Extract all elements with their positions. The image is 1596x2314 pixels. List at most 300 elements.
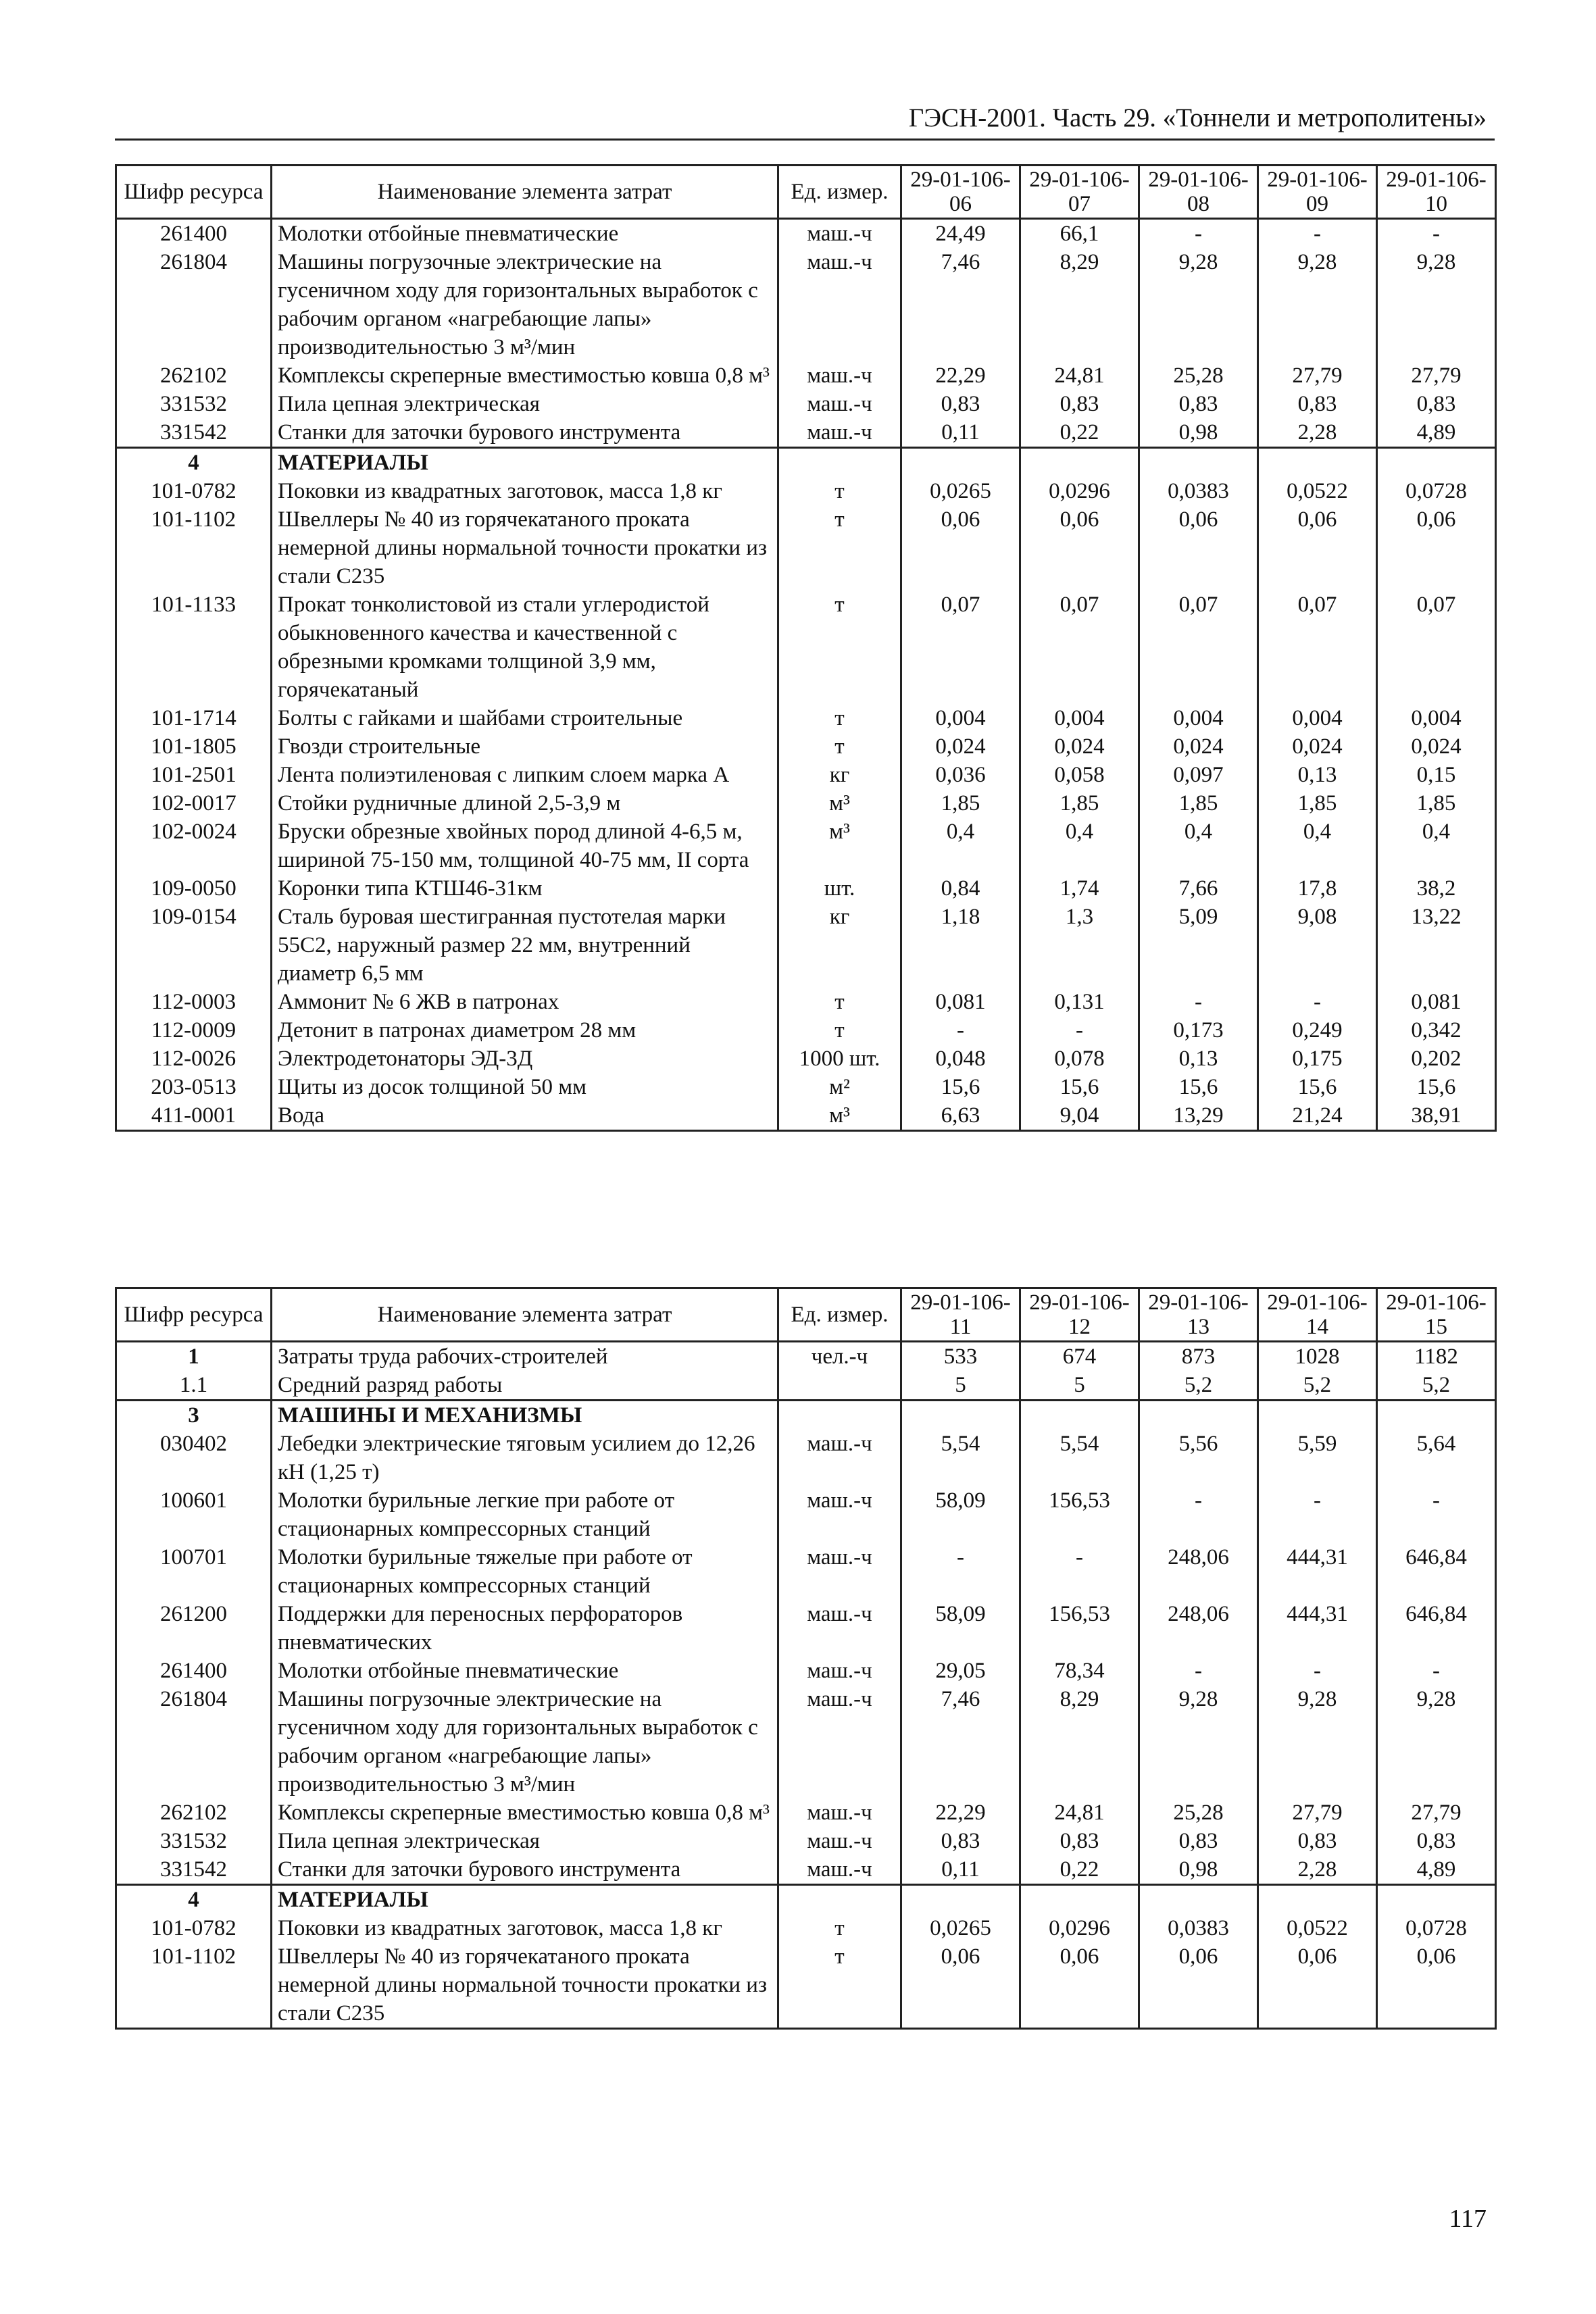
value-cell: 5,64 xyxy=(1377,1430,1496,1486)
value-cell: 15,6 xyxy=(901,1073,1020,1101)
value-cell: 0,0296 xyxy=(1020,1914,1139,1942)
value-cell: 1,85 xyxy=(1377,789,1496,818)
header-code: Шифр ресурса xyxy=(116,166,272,219)
value-cell: 1,18 xyxy=(901,903,1020,988)
resource-code-cell: 101-1805 xyxy=(116,732,272,761)
value-cell: 6,63 xyxy=(901,1101,1020,1131)
table-header-row xyxy=(116,1288,1496,1342)
unit-cell: маш.-ч xyxy=(778,1827,901,1855)
resource-name-cell: Молотки отбойные пневматические xyxy=(272,1657,778,1685)
value-cell: 1028 xyxy=(1258,1342,1377,1372)
resource-code-cell: 100601 xyxy=(116,1486,272,1543)
resource-code-cell: 3 xyxy=(116,1401,272,1430)
unit-cell: м³ xyxy=(778,789,901,818)
value-cell: - xyxy=(1020,1543,1139,1600)
resource-code-cell: 100701 xyxy=(116,1543,272,1600)
value-cell: 58,09 xyxy=(901,1486,1020,1543)
resource-name-cell: Лебедки электрические тяговым усилием до 12,26 кН (1,25 т) xyxy=(272,1430,778,1486)
resource-name-cell: Молотки бурильные тяжелые при работе от стационарных компрессорных станций xyxy=(272,1543,778,1600)
resource-name-cell: Вода xyxy=(272,1101,778,1131)
value-cell: 0,0265 xyxy=(901,1914,1020,1942)
value-cell: 0,98 xyxy=(1139,1855,1258,1885)
table-row xyxy=(116,1342,1496,1372)
unit-cell xyxy=(778,448,901,478)
resource-code-cell: 4 xyxy=(116,448,272,478)
value-cell: 58,09 xyxy=(901,1600,1020,1657)
resource-name-cell: Швеллеры № 40 из горячекатаного проката немерной длины нормальной точности прокатки из стали С235 xyxy=(272,505,778,590)
resource-code-cell: 101-1102 xyxy=(116,505,272,590)
page-number: 117 xyxy=(1449,2205,1487,2233)
value-cell: 0,83 xyxy=(1258,390,1377,418)
table-row xyxy=(116,704,1496,732)
table-header-row xyxy=(116,166,1496,219)
resource-name-cell: Машины погрузочные электрические на гусеничном ходу для горизонтальных выработок с рабочим органом «нагребающие лапы» производительностью 3 м³/мин xyxy=(272,248,778,361)
table-row xyxy=(116,903,1496,988)
value-cell: 8,29 xyxy=(1020,248,1139,361)
value-cell: 0,83 xyxy=(1020,1827,1139,1855)
value-cell: 0,0728 xyxy=(1377,477,1496,505)
value-cell: 0,004 xyxy=(901,704,1020,732)
unit-cell: шт. xyxy=(778,874,901,903)
resource-code-cell: 1 xyxy=(116,1342,272,1372)
value-cell: 646,84 xyxy=(1377,1600,1496,1657)
unit-cell: м³ xyxy=(778,1101,901,1131)
value-cell: 5,54 xyxy=(1020,1430,1139,1486)
value-cell: 0,024 xyxy=(901,732,1020,761)
value-cell: 0,4 xyxy=(1258,818,1377,874)
value-cell: 0,84 xyxy=(901,874,1020,903)
unit-cell: м² xyxy=(778,1073,901,1101)
value-cell: 22,29 xyxy=(901,361,1020,390)
value-cell: 9,04 xyxy=(1020,1101,1139,1131)
value-cell: 17,8 xyxy=(1258,874,1377,903)
header-col: 29-01-106-11 xyxy=(901,1288,1020,1342)
table-row xyxy=(116,818,1496,874)
header-unit: Ед. измер. xyxy=(778,166,901,219)
resource-table-2 xyxy=(115,1287,1497,2030)
value-cell: 0,22 xyxy=(1020,1855,1139,1885)
unit-cell: маш.-ч xyxy=(778,1430,901,1486)
value-cell: 0,024 xyxy=(1377,732,1496,761)
unit-cell: маш.-ч xyxy=(778,1600,901,1657)
value-cell: 0,036 xyxy=(901,761,1020,789)
resource-code-cell: 261200 xyxy=(116,1600,272,1657)
value-cell: 0,078 xyxy=(1020,1045,1139,1073)
table-row xyxy=(116,1685,1496,1799)
value-cell: 533 xyxy=(901,1342,1020,1372)
value-cell: 2,28 xyxy=(1258,1855,1377,1885)
resource-name-cell: Станки для заточки бурового инструмента xyxy=(272,1855,778,1885)
table-row xyxy=(116,874,1496,903)
unit-cell: т xyxy=(778,732,901,761)
table-row xyxy=(116,590,1496,704)
value-cell: 25,28 xyxy=(1139,1799,1258,1827)
unit-cell: т xyxy=(778,704,901,732)
resource-code-cell: 261804 xyxy=(116,248,272,361)
value-cell xyxy=(1377,1885,1496,1915)
value-cell: - xyxy=(1258,219,1377,249)
value-cell: 5,09 xyxy=(1139,903,1258,988)
value-cell: 27,79 xyxy=(1377,1799,1496,1827)
value-cell: 5,56 xyxy=(1139,1430,1258,1486)
value-cell: 0,06 xyxy=(1139,1942,1258,2029)
resource-name-cell: Поковки из квадратных заготовок, масса 1,8 кг xyxy=(272,1914,778,1942)
value-cell: 674 xyxy=(1020,1342,1139,1372)
value-cell: 0,024 xyxy=(1139,732,1258,761)
header-col: 29-01-106-13 xyxy=(1139,1288,1258,1342)
value-cell: 7,46 xyxy=(901,1685,1020,1799)
value-cell: 1,3 xyxy=(1020,903,1139,988)
resource-code-cell: 101-1714 xyxy=(116,704,272,732)
table-body xyxy=(116,1342,1496,2029)
value-cell: 7,66 xyxy=(1139,874,1258,903)
table-row xyxy=(116,361,1496,390)
value-cell: 646,84 xyxy=(1377,1543,1496,1600)
value-cell: 1,85 xyxy=(1020,789,1139,818)
value-cell: 0,4 xyxy=(1377,818,1496,874)
resource-code-cell: 102-0024 xyxy=(116,818,272,874)
resource-table-1 xyxy=(115,164,1497,1132)
section-row xyxy=(116,1885,1496,1915)
unit-cell: т xyxy=(778,505,901,590)
value-cell xyxy=(1258,1885,1377,1915)
value-cell xyxy=(1377,1401,1496,1430)
value-cell: 0,097 xyxy=(1139,761,1258,789)
resource-code-cell: 101-2501 xyxy=(116,761,272,789)
value-cell: 0,175 xyxy=(1258,1045,1377,1073)
unit-cell xyxy=(778,1401,901,1430)
value-cell: 7,46 xyxy=(901,248,1020,361)
value-cell: 5,54 xyxy=(901,1430,1020,1486)
value-cell: - xyxy=(1139,988,1258,1016)
table-row xyxy=(116,1657,1496,1685)
value-cell: 0,048 xyxy=(901,1045,1020,1073)
value-cell: 27,79 xyxy=(1258,361,1377,390)
table-row xyxy=(116,1486,1496,1543)
value-cell: 0,83 xyxy=(901,1827,1020,1855)
table-row xyxy=(116,219,1496,249)
value-cell: 4,89 xyxy=(1377,418,1496,448)
value-cell: 0,024 xyxy=(1020,732,1139,761)
table-row xyxy=(116,390,1496,418)
value-cell: 38,2 xyxy=(1377,874,1496,903)
resource-code-cell: 203-0513 xyxy=(116,1073,272,1101)
value-cell: 2,28 xyxy=(1258,418,1377,448)
value-cell: 0,07 xyxy=(901,590,1020,704)
value-cell: 1,85 xyxy=(901,789,1020,818)
resource-code-cell: 101-0782 xyxy=(116,1914,272,1942)
value-cell: 0,0383 xyxy=(1139,1914,1258,1942)
resource-code-cell: 030402 xyxy=(116,1430,272,1486)
header-name: Наименование элемента затрат xyxy=(272,166,778,219)
value-cell: - xyxy=(1139,1657,1258,1685)
value-cell: 0,4 xyxy=(901,818,1020,874)
table-row xyxy=(116,505,1496,590)
value-cell: 25,28 xyxy=(1139,361,1258,390)
unit-cell xyxy=(778,1371,901,1401)
header-col: 29-01-106-08 xyxy=(1139,166,1258,219)
header-col: 29-01-106-09 xyxy=(1258,166,1377,219)
resource-code-cell: 109-0050 xyxy=(116,874,272,903)
value-cell: 15,6 xyxy=(1377,1073,1496,1101)
value-cell: - xyxy=(1258,988,1377,1016)
resource-name-cell: Аммонит № 6 ЖВ в патронах xyxy=(272,988,778,1016)
resource-name-cell: Затраты труда рабочих-строителей xyxy=(272,1342,778,1372)
resource-name-cell: Поддержки для переносных перфораторов пневматических xyxy=(272,1600,778,1657)
value-cell: 0,004 xyxy=(1258,704,1377,732)
value-cell: - xyxy=(1377,1486,1496,1543)
value-cell: 8,29 xyxy=(1020,1685,1139,1799)
value-cell xyxy=(901,448,1020,478)
resource-name-cell: Прокат тонколистовой из стали углеродистой обыкновенного качества и качественной с обрезными кромками толщиной 3,9 мм, горячекатаный xyxy=(272,590,778,704)
resource-code-cell: 262102 xyxy=(116,1799,272,1827)
unit-cell: маш.-ч xyxy=(778,1543,901,1600)
value-cell: 0,06 xyxy=(1258,1942,1377,2029)
value-cell: - xyxy=(1139,1486,1258,1543)
value-cell xyxy=(1139,448,1258,478)
unit-cell: т xyxy=(778,477,901,505)
value-cell: 0,06 xyxy=(1258,505,1377,590)
unit-cell: маш.-ч xyxy=(778,361,901,390)
value-cell: - xyxy=(1139,219,1258,249)
unit-cell: т xyxy=(778,1942,901,2029)
resource-name-cell: Детонит в патронах диаметром 28 мм xyxy=(272,1016,778,1045)
table-row xyxy=(116,248,1496,361)
value-cell: 248,06 xyxy=(1139,1600,1258,1657)
resource-name-cell: Средний разряд работы xyxy=(272,1371,778,1401)
header-col: 29-01-106-15 xyxy=(1377,1288,1496,1342)
resource-name-cell: МАТЕРИАЛЫ xyxy=(272,1885,778,1915)
value-cell xyxy=(1377,448,1496,478)
value-cell: 0,131 xyxy=(1020,988,1139,1016)
value-cell: 156,53 xyxy=(1020,1600,1139,1657)
value-cell: 0,0296 xyxy=(1020,477,1139,505)
table-row xyxy=(116,1799,1496,1827)
value-cell: 156,53 xyxy=(1020,1486,1139,1543)
value-cell: 9,28 xyxy=(1377,1685,1496,1799)
value-cell: 0,83 xyxy=(901,390,1020,418)
value-cell: 13,29 xyxy=(1139,1101,1258,1131)
value-cell: - xyxy=(1258,1657,1377,1685)
value-cell: 0,004 xyxy=(1139,704,1258,732)
table-row xyxy=(116,1914,1496,1942)
value-cell: 5,2 xyxy=(1377,1371,1496,1401)
value-cell: 0,081 xyxy=(1377,988,1496,1016)
resource-code-cell: 101-0782 xyxy=(116,477,272,505)
value-cell: 0,249 xyxy=(1258,1016,1377,1045)
resource-code-cell: 331532 xyxy=(116,1827,272,1855)
value-cell: 0,06 xyxy=(1139,505,1258,590)
table-row xyxy=(116,1600,1496,1657)
value-cell: 444,31 xyxy=(1258,1600,1377,1657)
value-cell: 4,89 xyxy=(1377,1855,1496,1885)
resource-name-cell: Бруски обрезные хвойных пород длиной 4-6,5 м, шириной 75-150 мм, толщиной 40-75 мм, II сорта xyxy=(272,818,778,874)
value-cell: 0,83 xyxy=(1020,390,1139,418)
value-cell: 9,28 xyxy=(1139,248,1258,361)
table-row xyxy=(116,418,1496,448)
value-cell xyxy=(1139,1885,1258,1915)
header-name: Наименование элемента затрат xyxy=(272,1288,778,1342)
value-cell: 0,342 xyxy=(1377,1016,1496,1045)
unit-cell: маш.-ч xyxy=(778,248,901,361)
resource-name-cell: Болты с гайками и шайбами строительные xyxy=(272,704,778,732)
value-cell: 0,06 xyxy=(1377,1942,1496,2029)
value-cell: 0,11 xyxy=(901,418,1020,448)
value-cell: 27,79 xyxy=(1258,1799,1377,1827)
resource-code-cell: 331542 xyxy=(116,1855,272,1885)
resource-name-cell: Машины погрузочные электрические на гусеничном ходу для горизонтальных выработок с рабочим органом «нагребающие лапы» производительностью 3 м³/мин xyxy=(272,1685,778,1799)
unit-cell: т xyxy=(778,988,901,1016)
resource-name-cell: Поковки из квадратных заготовок, масса 1,8 кг xyxy=(272,477,778,505)
value-cell: 1182 xyxy=(1377,1342,1496,1372)
resource-name-cell: Комплексы скреперные вместимостью ковша 0,8 м³ xyxy=(272,1799,778,1827)
value-cell: 0,06 xyxy=(901,1942,1020,2029)
resource-code-cell: 261400 xyxy=(116,1657,272,1685)
value-cell: - xyxy=(1258,1486,1377,1543)
value-cell: 0,83 xyxy=(1377,1827,1496,1855)
table-row xyxy=(116,988,1496,1016)
value-cell: 0,024 xyxy=(1258,732,1377,761)
section-row xyxy=(116,448,1496,478)
resource-name-cell: Сталь буровая шестигранная пустотелая марки 55С2, наружный размер 22 мм, внутренний диаметр 6,5 мм xyxy=(272,903,778,988)
value-cell: 0,22 xyxy=(1020,418,1139,448)
value-cell: 0,15 xyxy=(1377,761,1496,789)
value-cell: 38,91 xyxy=(1377,1101,1496,1131)
table-row xyxy=(116,1101,1496,1131)
resource-code-cell: 101-1133 xyxy=(116,590,272,704)
table-row xyxy=(116,1045,1496,1073)
value-cell xyxy=(901,1885,1020,1915)
value-cell xyxy=(1020,448,1139,478)
resource-name-cell: Молотки бурильные легкие при работе от стационарных компрессорных станций xyxy=(272,1486,778,1543)
resource-code-cell: 101-1102 xyxy=(116,1942,272,2029)
resource-name-cell: Коронки типа КТШ46-31км xyxy=(272,874,778,903)
value-cell: 0,202 xyxy=(1377,1045,1496,1073)
table-row xyxy=(116,789,1496,818)
unit-cell: маш.-ч xyxy=(778,1657,901,1685)
table-body xyxy=(116,219,1496,1131)
value-cell: 0,004 xyxy=(1020,704,1139,732)
resource-code-cell: 112-0009 xyxy=(116,1016,272,1045)
value-cell: 13,22 xyxy=(1377,903,1496,988)
table-row xyxy=(116,1855,1496,1885)
value-cell: 0,83 xyxy=(1139,390,1258,418)
resource-code-cell: 109-0154 xyxy=(116,903,272,988)
table-row xyxy=(116,732,1496,761)
value-cell xyxy=(1020,1401,1139,1430)
resource-code-cell: 4 xyxy=(116,1885,272,1915)
table-row xyxy=(116,477,1496,505)
table-row xyxy=(116,1371,1496,1401)
unit-cell: т xyxy=(778,1016,901,1045)
value-cell: 22,29 xyxy=(901,1799,1020,1827)
header-divider xyxy=(115,139,1495,141)
unit-cell: чел.-ч xyxy=(778,1342,901,1372)
value-cell: 0,13 xyxy=(1139,1045,1258,1073)
resource-code-cell: 102-0017 xyxy=(116,789,272,818)
unit-cell: маш.-ч xyxy=(778,219,901,249)
header-col: 29-01-106-12 xyxy=(1020,1288,1139,1342)
resource-code-cell: 112-0003 xyxy=(116,988,272,1016)
resource-name-cell: Пила цепная электрическая xyxy=(272,390,778,418)
value-cell: 0,004 xyxy=(1377,704,1496,732)
value-cell: 0,0383 xyxy=(1139,477,1258,505)
section-row xyxy=(116,1401,1496,1430)
value-cell xyxy=(901,1401,1020,1430)
resource-code-cell: 261804 xyxy=(116,1685,272,1799)
value-cell: 78,34 xyxy=(1020,1657,1139,1685)
resource-code-cell: 331542 xyxy=(116,418,272,448)
value-cell: 248,06 xyxy=(1139,1543,1258,1600)
resource-name-cell: Лента полиэтиленовая с липким слоем марка А xyxy=(272,761,778,789)
value-cell: 0,06 xyxy=(901,505,1020,590)
value-cell: 0,83 xyxy=(1139,1827,1258,1855)
value-cell: 15,6 xyxy=(1020,1073,1139,1101)
value-cell: 9,28 xyxy=(1258,248,1377,361)
value-cell: 0,11 xyxy=(901,1855,1020,1885)
value-cell: 24,49 xyxy=(901,219,1020,249)
value-cell: 0,07 xyxy=(1377,590,1496,704)
table-row xyxy=(116,1016,1496,1045)
header-col: 29-01-106-10 xyxy=(1377,166,1496,219)
value-cell: 0,0728 xyxy=(1377,1914,1496,1942)
resource-name-cell: Гвозди строительные xyxy=(272,732,778,761)
value-cell: 873 xyxy=(1139,1342,1258,1372)
value-cell: 5,59 xyxy=(1258,1430,1377,1486)
value-cell: 15,6 xyxy=(1258,1073,1377,1101)
value-cell: 1,85 xyxy=(1139,789,1258,818)
header-code: Шифр ресурса xyxy=(116,1288,272,1342)
header-col: 29-01-106-06 xyxy=(901,166,1020,219)
unit-cell: т xyxy=(778,1914,901,1942)
table-row xyxy=(116,1543,1496,1600)
value-cell: 15,6 xyxy=(1139,1073,1258,1101)
resource-name-cell: Стойки рудничные длиной 2,5-3,9 м xyxy=(272,789,778,818)
unit-cell: кг xyxy=(778,761,901,789)
value-cell: 0,07 xyxy=(1020,590,1139,704)
unit-cell xyxy=(778,1885,901,1915)
value-cell: 9,28 xyxy=(1377,248,1496,361)
unit-cell: м³ xyxy=(778,818,901,874)
value-cell: 29,05 xyxy=(901,1657,1020,1685)
header-col: 29-01-106-14 xyxy=(1258,1288,1377,1342)
value-cell: 21,24 xyxy=(1258,1101,1377,1131)
value-cell xyxy=(1139,1401,1258,1430)
value-cell xyxy=(1258,1401,1377,1430)
resource-code-cell: 112-0026 xyxy=(116,1045,272,1073)
resource-code-cell: 331532 xyxy=(116,390,272,418)
value-cell: 0,4 xyxy=(1139,818,1258,874)
table-row xyxy=(116,1073,1496,1101)
value-cell: 0,058 xyxy=(1020,761,1139,789)
value-cell: 5 xyxy=(1020,1371,1139,1401)
value-cell: 444,31 xyxy=(1258,1543,1377,1600)
value-cell: - xyxy=(1377,219,1496,249)
resource-code-cell: 411-0001 xyxy=(116,1101,272,1131)
value-cell: 0,06 xyxy=(1377,505,1496,590)
unit-cell: кг xyxy=(778,903,901,988)
value-cell: 0,13 xyxy=(1258,761,1377,789)
value-cell: 9,08 xyxy=(1258,903,1377,988)
value-cell: 0,83 xyxy=(1377,390,1496,418)
value-cell: 0,07 xyxy=(1139,590,1258,704)
value-cell: 5,2 xyxy=(1139,1371,1258,1401)
value-cell xyxy=(1258,448,1377,478)
resource-name-cell: МАШИНЫ И МЕХАНИЗМЫ xyxy=(272,1401,778,1430)
table-row xyxy=(116,1430,1496,1486)
resource-name-cell: Щиты из досок толщиной 50 мм xyxy=(272,1073,778,1101)
value-cell: 0,081 xyxy=(901,988,1020,1016)
